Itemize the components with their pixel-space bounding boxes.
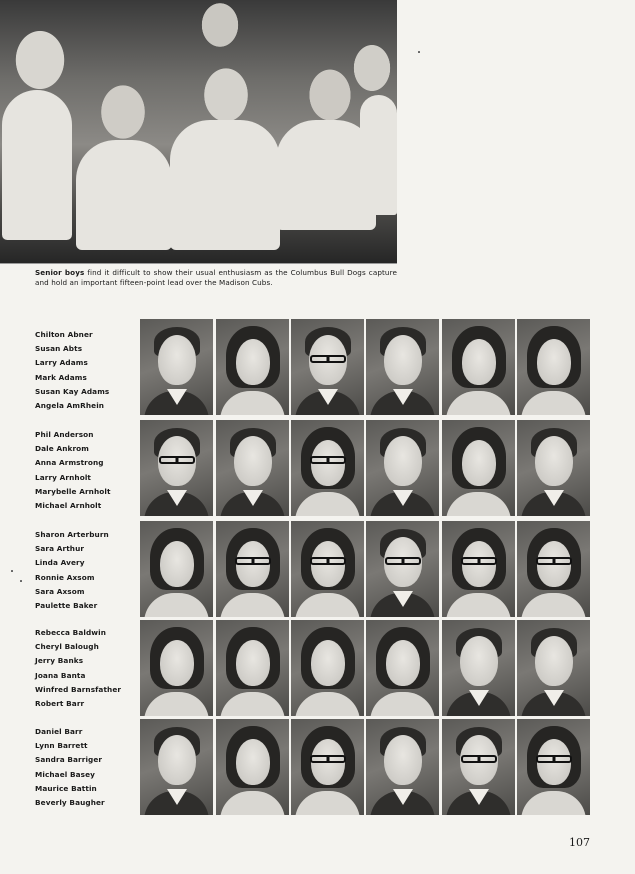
student-name: Dale Ankrom — [35, 444, 89, 454]
name-group-4 — [35, 626, 135, 711]
student-portrait — [216, 521, 289, 617]
student-portrait — [291, 521, 364, 617]
photo-caption — [35, 268, 397, 287]
candid-photo-senior-boys — [0, 0, 397, 264]
student-portrait — [366, 420, 439, 516]
student-name: Sharon Arterburn — [35, 530, 109, 539]
student-portrait — [366, 719, 439, 815]
name-group-5 — [35, 725, 135, 810]
student-portrait — [366, 521, 439, 617]
student-portrait — [291, 420, 364, 516]
student-name: Marybelle Arnholt — [35, 486, 111, 496]
student-portrait — [291, 719, 364, 815]
portrait-grid — [140, 319, 590, 819]
student-name: Ronnie Axsom — [35, 572, 95, 582]
student-name: Maurice Battin — [35, 783, 97, 793]
student-portrait — [216, 620, 289, 716]
student-name: Joana Banta — [35, 670, 86, 680]
student-name: Sara Arthur — [35, 544, 85, 554]
student-name: Larry Adams — [35, 358, 88, 368]
student-portrait — [140, 719, 213, 815]
student-name: Angela AmRhein — [35, 401, 105, 411]
student-name: Sandra Barriger — [35, 755, 103, 765]
student-portrait — [366, 319, 439, 415]
student-portrait — [216, 319, 289, 415]
student-name: Linda Avery — [35, 558, 85, 568]
student-portrait — [517, 521, 590, 617]
student-portrait — [140, 521, 213, 617]
student-portrait — [517, 420, 590, 516]
student-portrait — [216, 719, 289, 815]
student-name: Sara Axsom — [35, 586, 85, 596]
student-name: Lynn Barrett — [35, 741, 88, 751]
student-name: Rebecca Baldwin — [35, 628, 107, 637]
student-name: Mark Adams — [35, 372, 87, 382]
student-portrait — [216, 420, 289, 516]
name-group-1 — [35, 328, 135, 413]
student-portrait — [291, 319, 364, 415]
student-portrait — [140, 620, 213, 716]
student-name: Robert Barr — [35, 699, 85, 709]
name-group-2 — [35, 428, 135, 513]
student-name: Paulette Baker — [35, 601, 98, 611]
student-name: Susan Kay Adams — [35, 386, 110, 396]
student-name: Beverly Baugher — [35, 798, 105, 808]
student-name: Chilton Abner — [35, 330, 93, 339]
student-portrait — [291, 620, 364, 716]
student-portrait — [442, 719, 515, 815]
student-portrait — [442, 620, 515, 716]
student-name: Phil Anderson — [35, 430, 94, 439]
student-name: Larry Arnholt — [35, 472, 92, 482]
student-name: Daniel Barr — [35, 727, 83, 736]
student-portrait — [517, 319, 590, 415]
student-name: Winfred Barnsfather — [35, 684, 122, 694]
page-number: 107 — [569, 836, 590, 849]
student-name: Michael Basey — [35, 769, 96, 779]
student-portrait — [517, 620, 590, 716]
student-name: Cheryl Balough — [35, 642, 99, 652]
student-name: Jerry Banks — [35, 656, 84, 666]
student-portrait — [442, 521, 515, 617]
student-portrait — [140, 420, 213, 516]
student-name: Susan Abts — [35, 344, 83, 354]
caption-lead: Senior boys — [35, 268, 85, 277]
student-portrait — [442, 420, 515, 516]
student-portrait — [442, 319, 515, 415]
student-portrait — [140, 319, 213, 415]
name-group-3 — [35, 528, 135, 613]
student-portrait — [517, 719, 590, 815]
student-name: Michael Arnholt — [35, 501, 102, 511]
caption-text: find it difficult to show their usual enthusiasm as the Columbus Bull Dogs capture and hold an important fifteen-point lead over the Madison Cubs. — [35, 268, 397, 287]
student-portrait — [366, 620, 439, 716]
student-name: Anna Armstrong — [35, 458, 104, 468]
